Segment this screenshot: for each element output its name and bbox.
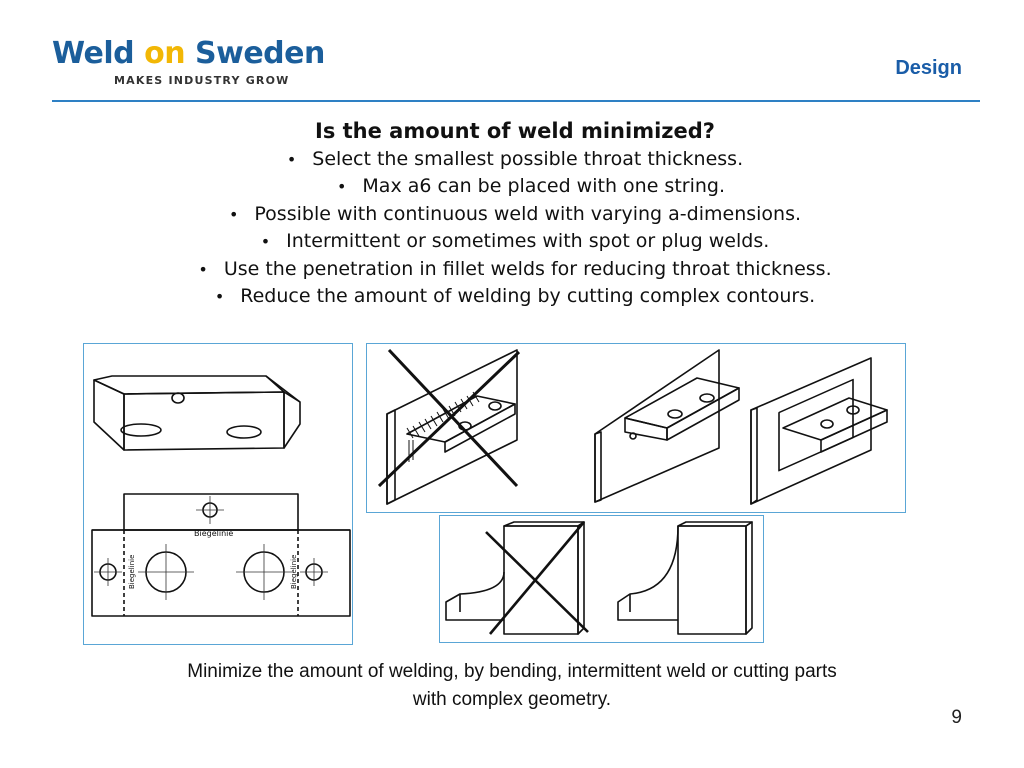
bullet-item: • Intermittent or sometimes with spot or plug welds. <box>260 230 770 253</box>
figure-cut-contours <box>439 515 764 643</box>
bullet-item: • Use the penetration in fillet welds for reducing throat thickness. <box>198 257 832 280</box>
figure-caption <box>0 658 1024 714</box>
bent-sheet-drawing <box>84 344 352 644</box>
logo-wordmark <box>52 38 325 70</box>
header-divider <box>52 100 980 102</box>
figure-bracket-welds <box>366 343 906 513</box>
logo-word-on: on <box>144 36 186 71</box>
bracket-weld-drawing <box>367 344 905 512</box>
logo-word-sweden: Sweden <box>185 36 325 71</box>
logo <box>52 38 325 87</box>
caption-line: with complex geometry. <box>412 689 612 710</box>
bend-line-label: Biegelinie <box>128 554 136 589</box>
bend-line-label: Biegelinie <box>290 554 298 589</box>
bullet-item: • Select the smallest possible throat thickness. <box>286 148 744 170</box>
bullet-item: • Possible with continuous weld with varying a-dimensions. <box>228 202 802 225</box>
slide-body <box>0 116 1024 310</box>
bullet-item: • Max a6 can be placed with one string. <box>336 175 726 198</box>
logo-tagline: MAKES INDUSTRY GROW <box>114 74 290 87</box>
caption-line: Minimize the amount of welding, by bending, intermittent weld or cutting parts <box>187 661 837 682</box>
figure-bent-sheet <box>83 343 353 645</box>
slide-question: Is the amount of weld minimized? <box>315 119 715 143</box>
bend-line-label: Biegelinie <box>194 529 234 538</box>
page-number: 9 <box>951 707 962 728</box>
cut-contour-drawing <box>440 516 763 642</box>
section-title: Design <box>895 57 962 79</box>
bullet-item: • Reduce the amount of welding by cutting complex contours. <box>214 285 816 308</box>
logo-word-weld: Weld <box>52 36 145 71</box>
